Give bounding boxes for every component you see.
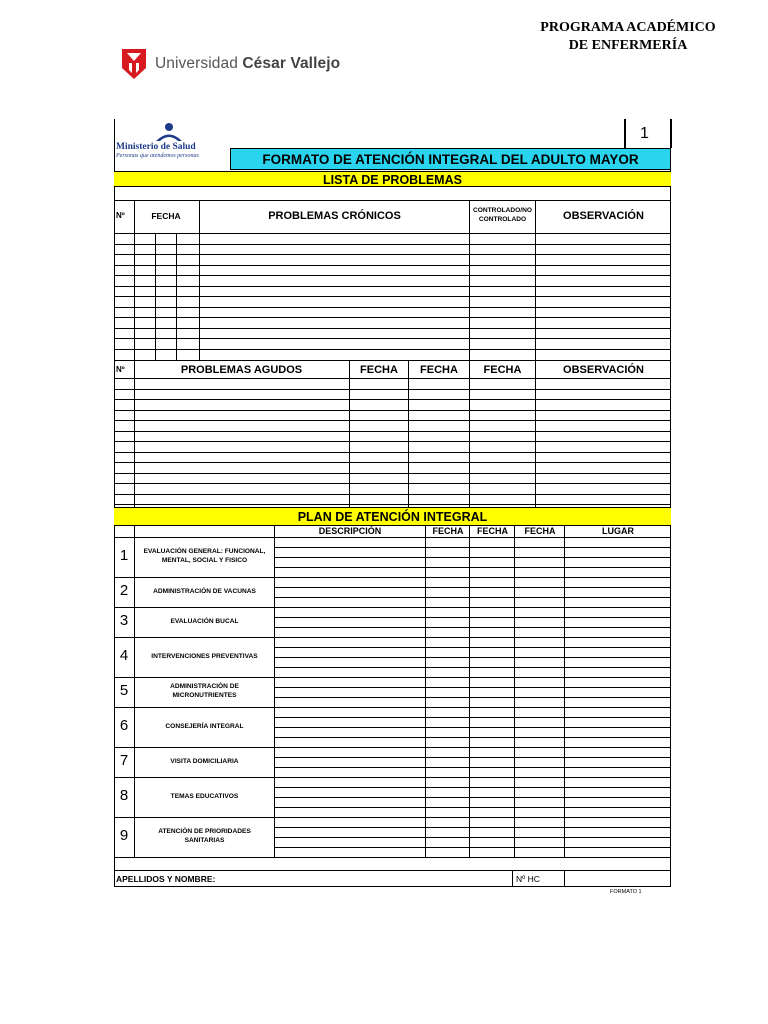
plan-item-number: 2: [119, 582, 129, 599]
acute-row-line: [114, 462, 671, 463]
plan-sub-row-line: [274, 587, 671, 588]
plan-date-1-header: FECHA: [432, 526, 464, 536]
university-prefix: Universidad: [155, 55, 238, 72]
chronic-row-line: [114, 275, 671, 276]
format-code: FORMATO 1: [610, 889, 642, 895]
acute-column-line: [469, 360, 470, 507]
chronic-row-line: [114, 317, 671, 318]
program-line-2: DE ENFERMERÍA: [568, 38, 688, 53]
footer-hc-label: Nº HC: [516, 874, 540, 884]
plan-block-line: [114, 747, 671, 748]
plan-item-number: 9: [119, 827, 129, 844]
plan-header-bottom: [114, 537, 671, 538]
plan-sub-row-line: [274, 717, 671, 718]
plan-block-line: [114, 677, 671, 678]
footer-name-label: APELLIDOS Y NOMBRE:: [116, 874, 216, 884]
ministry-tagline: Personas que atendemos personas: [116, 153, 199, 159]
acute-date-3-header: FECHA: [483, 364, 522, 376]
plan-block-line: [114, 817, 671, 818]
acute-date-2-header: FECHA: [420, 364, 458, 376]
plan-sub-row-line: [274, 657, 671, 658]
plan-item-label-line-1: EVALUACIÓN GENERAL: FUNCIONAL,: [143, 548, 266, 555]
plan-sub-row-line: [274, 597, 671, 598]
plan-item-label-line-2: SANITARIAS: [184, 837, 225, 844]
acute-row-line: [114, 389, 671, 390]
plan-sub-row-line: [274, 547, 671, 548]
acute-row-line: [114, 452, 671, 453]
chronic-column-line: [469, 200, 470, 360]
chronic-row-line: [114, 349, 671, 350]
plan-item-label: [135, 617, 274, 626]
plan-block-line: [114, 707, 671, 708]
plan-item-label-line-1: TEMAS EDUCATIVOS: [170, 793, 239, 800]
plan-item-label-line-1: VISITA DOMICILIARIA: [170, 758, 239, 765]
chronic-row-line: [114, 307, 671, 308]
plan-item-label: [135, 827, 274, 845]
footer-divider-1: [512, 870, 513, 886]
plan-sub-row-line: [274, 697, 671, 698]
acute-num-header: Nº: [116, 365, 125, 374]
chronic-row-line: [114, 265, 671, 266]
plan-sub-row-line: [274, 667, 671, 668]
acute-column-line: [408, 360, 409, 507]
acute-row-line: [114, 504, 671, 505]
plan-item-label-line-1: ADMINISTRACIÓN DE VACUNAS: [153, 588, 256, 595]
section-problems-band: LISTA DE PROBLEMAS: [114, 171, 671, 187]
plan-item-label: [135, 652, 274, 661]
plan-sub-row-line: [274, 617, 671, 618]
controlled-header-line-2: CONTROLADO: [478, 216, 527, 223]
plan-item-label-line-1: ATENCIÓN DE PRIORIDADES: [158, 828, 251, 835]
plan-description-header: DESCRIPCIÓN: [318, 526, 382, 536]
plan-sub-row-line: [274, 847, 671, 848]
acute-column-line: [349, 360, 350, 507]
chronic-top-line: [114, 200, 671, 201]
chronic-column-line: [176, 233, 177, 360]
chronic-row-line: [114, 286, 671, 287]
plan-item-label-line-2: MICRONUTRIENTES: [172, 692, 237, 699]
chronic-column-line: [535, 200, 536, 360]
plan-item-label: [135, 547, 274, 565]
chronic-row-line: [114, 233, 671, 234]
plan-date-2-header: FECHA: [477, 526, 508, 536]
chronic-date-header: FECHA: [151, 211, 181, 221]
plan-item-number: 7: [119, 752, 129, 769]
plan-sub-row-line: [274, 557, 671, 558]
plan-sub-row-line: [274, 627, 671, 628]
chronic-problems-header: PROBLEMAS CRÓNICOS: [268, 210, 401, 222]
program-line-1: PROGRAMA ACADÉMICO: [540, 20, 716, 35]
plan-block-line: [114, 607, 671, 608]
plan-item-label: [135, 587, 274, 596]
acute-row-line: [114, 420, 671, 421]
plan-block-line: [114, 857, 671, 858]
plan-item-number: 6: [119, 717, 129, 734]
plan-item-label: [135, 722, 274, 731]
ministry-logo: [116, 120, 224, 162]
acute-problems-header: PROBLEMAS AGUDOS: [180, 364, 303, 376]
plan-item-label-line-1: EVALUACIÓN BUCAL: [170, 618, 239, 625]
plan-sub-row-line: [274, 757, 671, 758]
acute-row-line: [114, 431, 671, 432]
acute-row-line: [114, 378, 671, 379]
plan-sub-row-line: [274, 647, 671, 648]
section-plan-band: PLAN DE ATENCIÓN INTEGRAL: [114, 507, 671, 525]
plan-item-number: 3: [119, 612, 129, 629]
plan-sub-row-line: [274, 797, 671, 798]
form-title: FORMATO DE ATENCIÓN INTEGRAL DEL ADULTO MAYOR: [230, 148, 671, 170]
program-heading: [528, 19, 728, 55]
plan-item-number: 5: [119, 682, 129, 699]
acute-top-line: [114, 360, 671, 361]
university-logo: [121, 48, 340, 80]
acute-column-line: [535, 360, 536, 507]
plan-place-header: LUGAR: [602, 526, 634, 536]
plan-sub-row-line: [274, 837, 671, 838]
university-shield-icon: [121, 48, 147, 80]
footer-divider-2: [564, 870, 565, 886]
plan-item-number: 4: [119, 647, 129, 664]
plan-sub-row-line: [274, 727, 671, 728]
plan-item-label: [135, 757, 274, 766]
plan-block-line: [114, 637, 671, 638]
chronic-observation-header: OBSERVACIÓN: [563, 210, 644, 222]
plan-sub-row-line: [274, 737, 671, 738]
chronic-column-line: [199, 200, 200, 360]
university-name: [155, 55, 340, 73]
plan-item-number: 1: [119, 547, 129, 564]
chronic-row-line: [114, 328, 671, 329]
plan-sub-row-line: [274, 827, 671, 828]
plan-block-line: [114, 577, 671, 578]
acute-row-line: [114, 483, 671, 484]
university-name-bold: César Vallejo: [242, 55, 341, 72]
plan-sub-row-line: [274, 807, 671, 808]
acute-row-line: [114, 494, 671, 495]
acute-row-line: [114, 399, 671, 400]
plan-item-label-line-1: INTERVENCIONES PREVENTIVAS: [151, 653, 258, 660]
plan-item-label-line-1: CONSEJERÍA INTEGRAL: [165, 723, 244, 730]
controlled-header-line-1: CONTROLADO/NO: [473, 207, 532, 214]
form-bottom-border: [114, 886, 671, 887]
page-number: 1: [640, 125, 649, 142]
acute-row-line: [114, 410, 671, 411]
form-left-border: [114, 119, 115, 886]
acute-column-line: [134, 360, 135, 507]
plan-item-label-line-1: ADMINISTRACIÓN DE: [170, 683, 239, 690]
chronic-column-line: [134, 200, 135, 360]
acute-row-line: [114, 441, 671, 442]
plan-block-line: [114, 777, 671, 778]
chronic-row-line: [114, 244, 671, 245]
chronic-num-header: Nº: [116, 211, 125, 220]
plan-date-3-header: FECHA: [524, 526, 556, 536]
plan-sub-row-line: [274, 787, 671, 788]
acute-observation-header: OBSERVACIÓN: [563, 364, 644, 376]
plan-sub-row-line: [274, 767, 671, 768]
chronic-row-line: [114, 296, 671, 297]
acute-row-line: [114, 473, 671, 474]
form-right-border-top: [670, 119, 672, 148]
plan-item-label: [135, 792, 274, 801]
plan-item-label: [135, 682, 274, 700]
plan-sub-row-line: [274, 687, 671, 688]
chronic-row-line: [114, 338, 671, 339]
page-number-divider: [624, 119, 626, 148]
plan-item-label-line-2: MENTAL, SOCIAL Y FISICO: [161, 557, 248, 564]
ministry-figure-icon: [154, 122, 184, 142]
plan-sub-row-line: [274, 567, 671, 568]
chronic-row-line: [114, 254, 671, 255]
footer-top-line: [114, 870, 671, 871]
plan-item-number: 8: [119, 787, 129, 804]
ministry-title: Ministerio de Salud: [116, 142, 196, 152]
chronic-column-line: [155, 233, 156, 360]
acute-date-1-header: FECHA: [360, 364, 398, 376]
